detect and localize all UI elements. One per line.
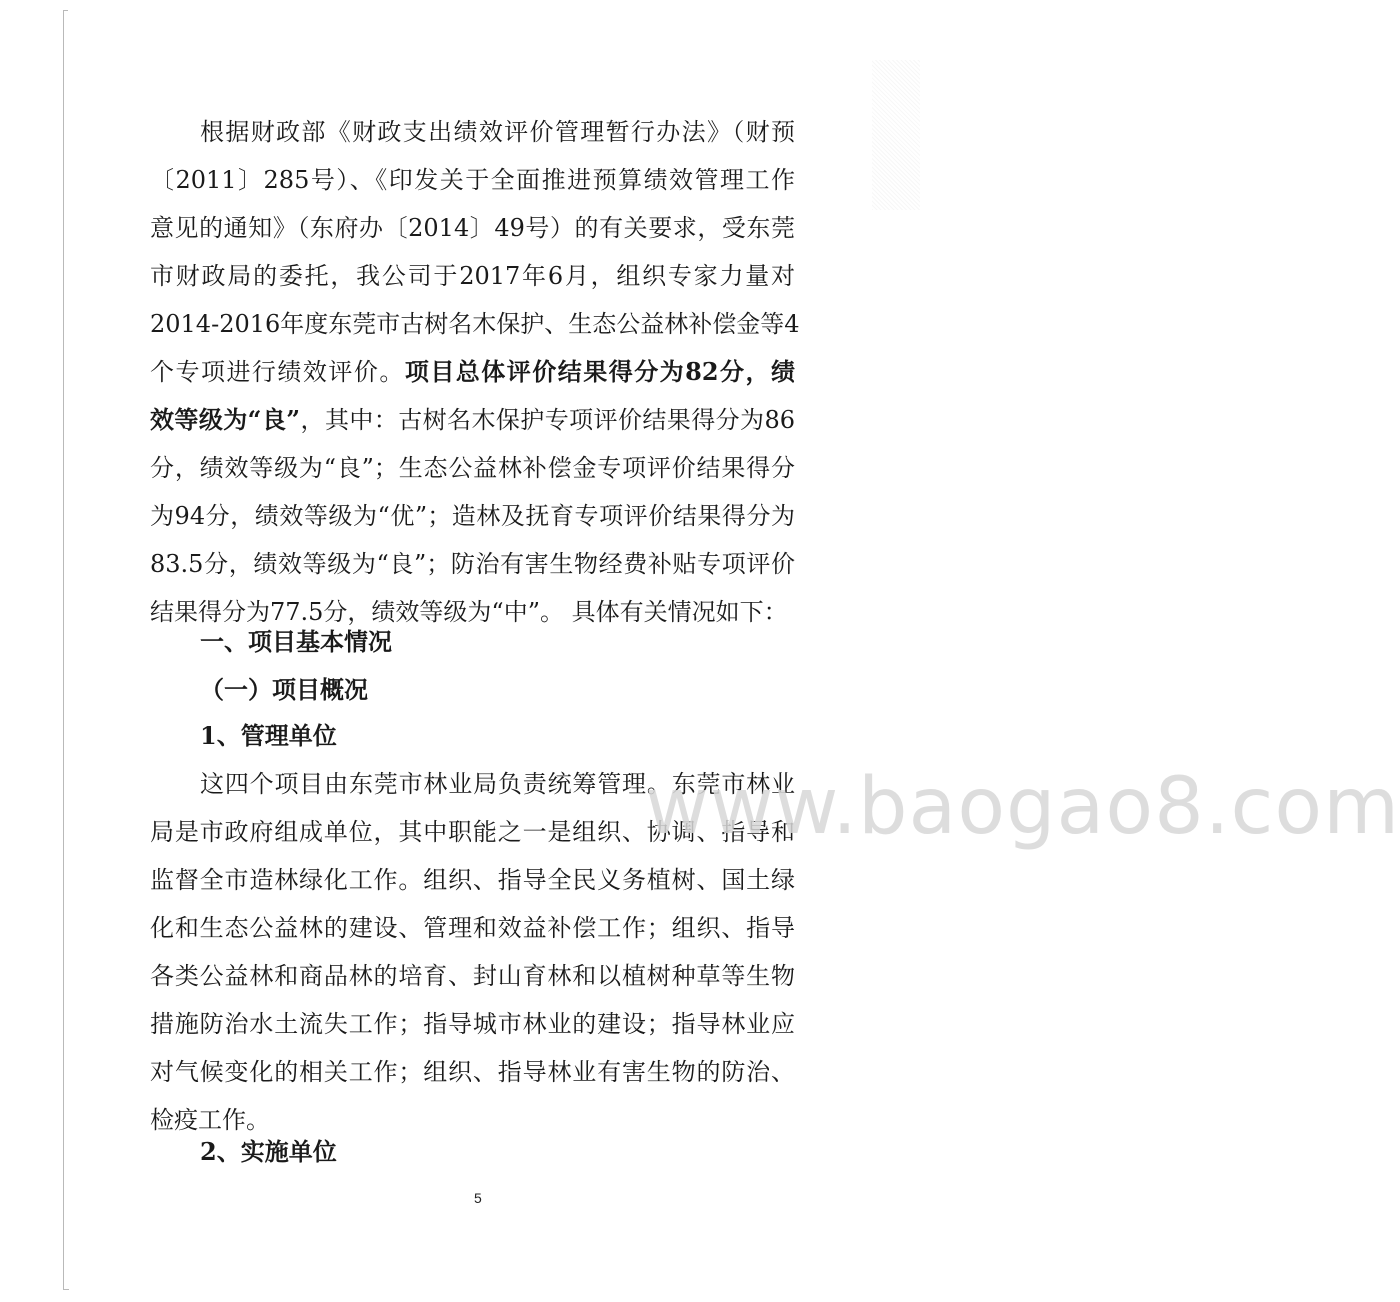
paragraph-line: 这四个项目由东莞市林业局负责统筹管理。东莞市林业 <box>200 770 795 798</box>
paragraph-text: ，其中：古树名木保护专项评价结果得分为86 <box>300 406 796 434</box>
paragraph-line: 检疫工作。 <box>150 1106 270 1134</box>
paragraph-line: 各类公益林和商品林的培育、封山育林和以植树种草等生物 <box>150 962 795 990</box>
paragraph-text: 个专项进行绩效评价。 <box>150 358 405 386</box>
paragraph-line: 结果得分为77.5分，绩效等级为“中”。 具体有关情况如下： <box>150 598 788 626</box>
paragraph-line: 根据财政部《财政支出绩效评价管理暂行办法》（财预 <box>200 118 795 146</box>
paragraph-line: 〔2011〕285号）、《印发关于全面推进预算绩效管理工作 <box>150 166 795 194</box>
item-heading: 1、管理单位 <box>200 721 337 750</box>
paragraph-line <box>150 352 795 392</box>
paragraph-line: 意见的通知》（东府办〔2014〕49号）的有关要求，受东莞 <box>150 214 795 242</box>
section-heading: 一、项目基本情况 <box>200 627 392 656</box>
paragraph-line: 2014-2016年度东莞市古树名木保护、生态公益林补偿金等4 <box>150 310 800 338</box>
paragraph-line: 局是市政府组成单位，其中职能之一是组织、协调、指导和 <box>150 818 795 846</box>
subsection-heading: （一）项目概况 <box>200 675 368 704</box>
paragraph-line: 对气候变化的相关工作；组织、指导林业有害生物的防治、 <box>150 1058 795 1086</box>
item-heading: 2、实施单位 <box>200 1137 337 1166</box>
bold-result-text: 效等级为“良” <box>150 405 301 434</box>
paragraph-line: 分，绩效等级为“良”；生态公益林补偿金专项评价结果得分 <box>150 454 795 482</box>
paragraph-line: 监督全市造林绿化工作。组织、指导全民义务植树、国土绿 <box>150 866 795 894</box>
paragraph-line: 市财政局的委托，我公司于2017年6月，组织专家力量对 <box>150 262 795 290</box>
paragraph-line: 为94分，绩效等级为“优”；造林及抚育专项评价结果得分为 <box>150 502 795 530</box>
paragraph-line <box>150 400 795 440</box>
page-number: 5 <box>474 1190 482 1206</box>
paragraph-line: 措施防治水土流失工作；指导城市林业的建设；指导林业应 <box>150 1010 795 1038</box>
paragraph-line: 83.5分，绩效等级为“良”；防治有害生物经费补贴专项评价 <box>150 550 795 578</box>
watermark: www.baogao8.com <box>645 762 1400 852</box>
bold-result-text: 项目总体评价结果得分为82分，绩 <box>404 357 796 386</box>
paragraph-line: 化和生态公益林的建设、管理和效益补偿工作；组织、指导 <box>150 914 795 942</box>
